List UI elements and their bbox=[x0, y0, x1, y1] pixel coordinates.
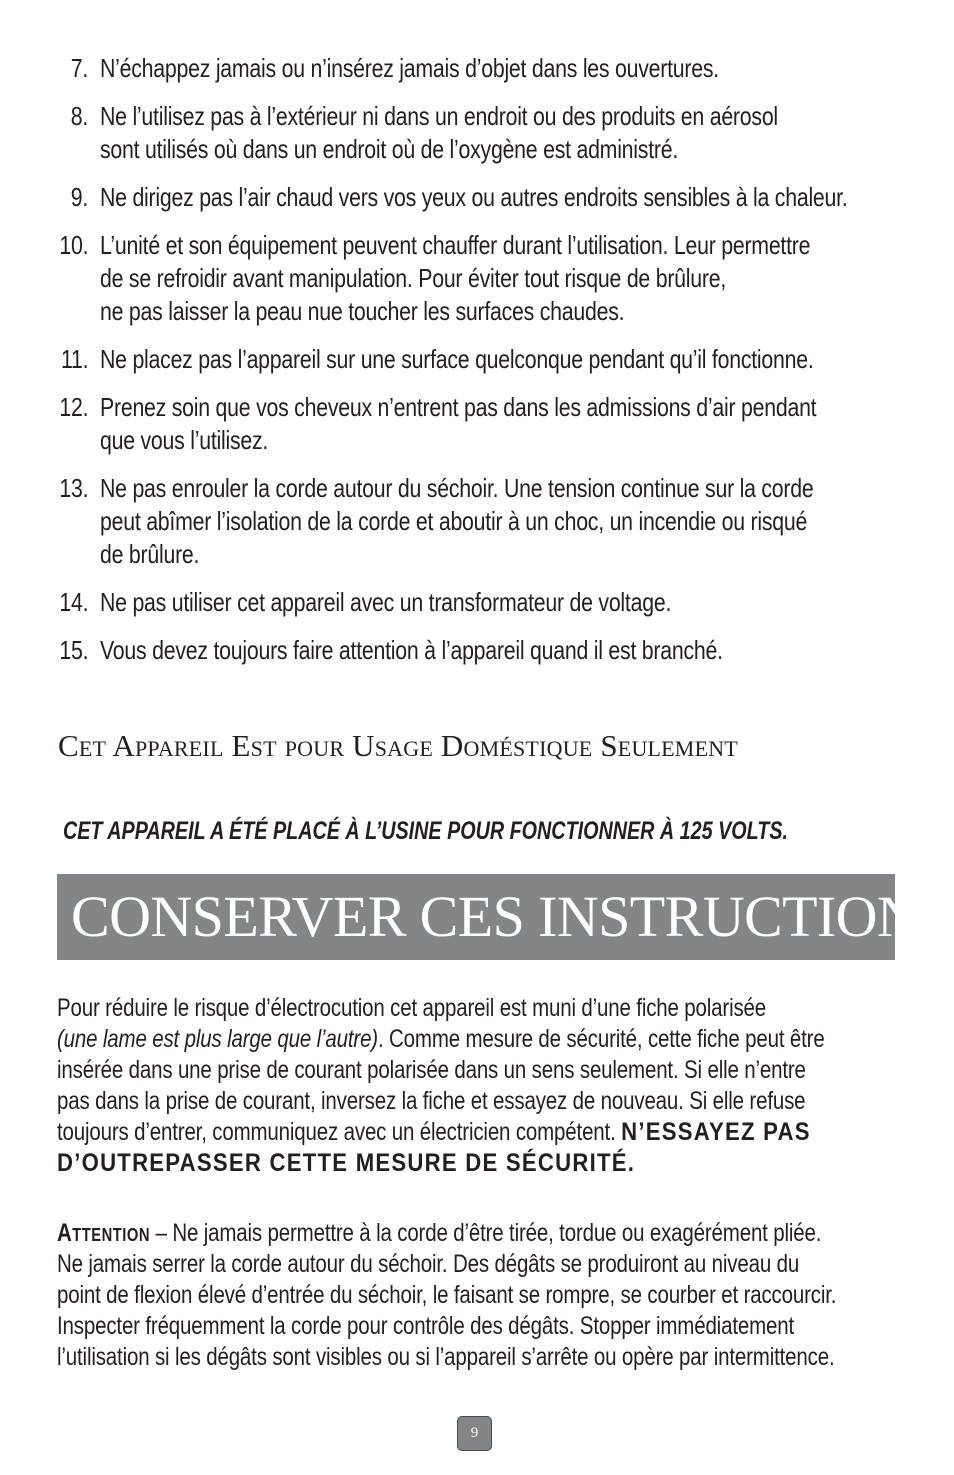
banner-title: CONSERVER CES INSTRUCTIONS bbox=[71, 884, 950, 949]
italic-note: (une lame est plus large que l’autre) bbox=[57, 1025, 378, 1053]
list-text: Ne placez pas l’appareil sur une surface quelconque pendant qu’il fonctionne. bbox=[100, 344, 814, 374]
list-item bbox=[0, 391, 954, 457]
paragraph-text: – Ne jamais permettre à la corde d’être tirée, tordue ou exagérément pliée. bbox=[150, 1219, 822, 1247]
list-text: ne pas laisser la peau nue toucher les surfaces chaudes. bbox=[100, 296, 625, 326]
list-number: 10. bbox=[59, 230, 88, 260]
attention-label: Attention bbox=[57, 1219, 151, 1247]
voltage-note: CET APPAREIL A ÉTÉ PLACÉ À L’USINE POUR FONCTIONNER À 125 VOLTS. bbox=[63, 817, 788, 845]
paragraph-line: Pour réduire le risque d’électrocution cet appareil est muni d’une fiche polarisée bbox=[57, 994, 767, 1022]
save-instructions-banner bbox=[57, 874, 950, 960]
paragraph-line: Ne jamais serrer la corde autour du séchoir. Des dégâts se produiront au niveau du bbox=[57, 1250, 800, 1278]
domestic-use-heading: Cet Appareil Est pour Usage Doméstique Seulement bbox=[58, 728, 738, 763]
list-number: 14. bbox=[59, 587, 88, 617]
list-text: Prenez soin que vos cheveux n’entrent pas dans les admissions d’air pendant bbox=[100, 392, 817, 422]
safety-list bbox=[0, 52, 954, 667]
paragraph-text: . Comme mesure de sécurité, cette fiche peut être bbox=[377, 1025, 825, 1053]
list-text: Vous devez toujours faire attention à l’appareil quand il est branché. bbox=[100, 635, 723, 665]
list-number: 9. bbox=[70, 182, 88, 212]
list-item bbox=[0, 472, 954, 571]
warning-bold-text: N’ESSAYEZ PAS bbox=[621, 1118, 811, 1146]
list-text: Ne dirigez pas l’air chaud vers vos yeux ou autres endroits sensibles à la chaleur. bbox=[100, 182, 848, 212]
list-text: Ne pas utiliser cet appareil avec un transformateur de voltage. bbox=[100, 587, 672, 617]
paragraph-line: insérée dans une prise de courant polarisée dans un sens seulement. Si elle n’entre bbox=[57, 1056, 806, 1084]
list-text: de brûlure. bbox=[100, 539, 200, 569]
paragraph-line: l’utilisation si les dégâts sont visibles ou si l’appareil s’arrête ou opère par intermittence. bbox=[57, 1343, 835, 1371]
attention-paragraph bbox=[57, 1218, 926, 1373]
list-number: 7. bbox=[70, 53, 88, 83]
paragraph-line: pas dans la prise de courant, inversez la fiche et essayez de nouveau. Si elle refuse bbox=[57, 1087, 806, 1115]
list-number: 11. bbox=[60, 344, 88, 374]
list-text: Ne pas enrouler la corde autour du séchoir. Une tension continue sur la corde bbox=[100, 473, 814, 503]
list-text: peut abîmer l’isolation de la corde et aboutir à un choc, un incendie ou risqué bbox=[100, 506, 808, 536]
list-text: de se refroidir avant manipulation. Pour éviter tout risque de brûlure, bbox=[100, 263, 727, 293]
list-text: que vous l’utilisez. bbox=[100, 425, 269, 455]
list-text: N’échappez jamais ou n’insérez jamais d’objet dans les ouvertures. bbox=[100, 53, 719, 83]
page-number: 9 bbox=[457, 1416, 492, 1451]
list-number: 15. bbox=[59, 635, 88, 665]
list-item bbox=[0, 52, 954, 85]
list-text: Ne l’utilisez pas à l’extérieur ni dans un endroit ou des produits en aérosol bbox=[100, 101, 778, 131]
list-item bbox=[0, 634, 954, 667]
list-number: 8. bbox=[70, 101, 88, 131]
polarized-plug-paragraph bbox=[57, 993, 926, 1179]
list-item bbox=[0, 229, 954, 328]
paragraph-line: Inspecter fréquemment la corde pour contrôle des dégâts. Stopper immédiatement bbox=[57, 1312, 795, 1340]
paragraph-text: toujours d’entrer, communiquez avec un électricien compétent. bbox=[57, 1118, 616, 1146]
list-item bbox=[0, 100, 954, 166]
list-text: sont utilisés où dans un endroit où de l’oxygène est administré. bbox=[100, 134, 679, 164]
list-text: L’unité et son équipement peuvent chauffer durant l’utilisation. Leur permettre bbox=[100, 230, 811, 260]
list-item bbox=[0, 586, 954, 619]
list-item bbox=[0, 343, 954, 376]
list-item bbox=[0, 181, 954, 214]
list-number: 12. bbox=[59, 392, 88, 422]
warning-bold-text: D’OUTREPASSER CETTE MESURE DE SÉCURITÉ. bbox=[57, 1149, 636, 1177]
list-number: 13. bbox=[59, 473, 88, 503]
paragraph-line: point de flexion élevé d’entrée du séchoir, le faisant se rompre, se courber et raccourcir. bbox=[57, 1281, 837, 1309]
